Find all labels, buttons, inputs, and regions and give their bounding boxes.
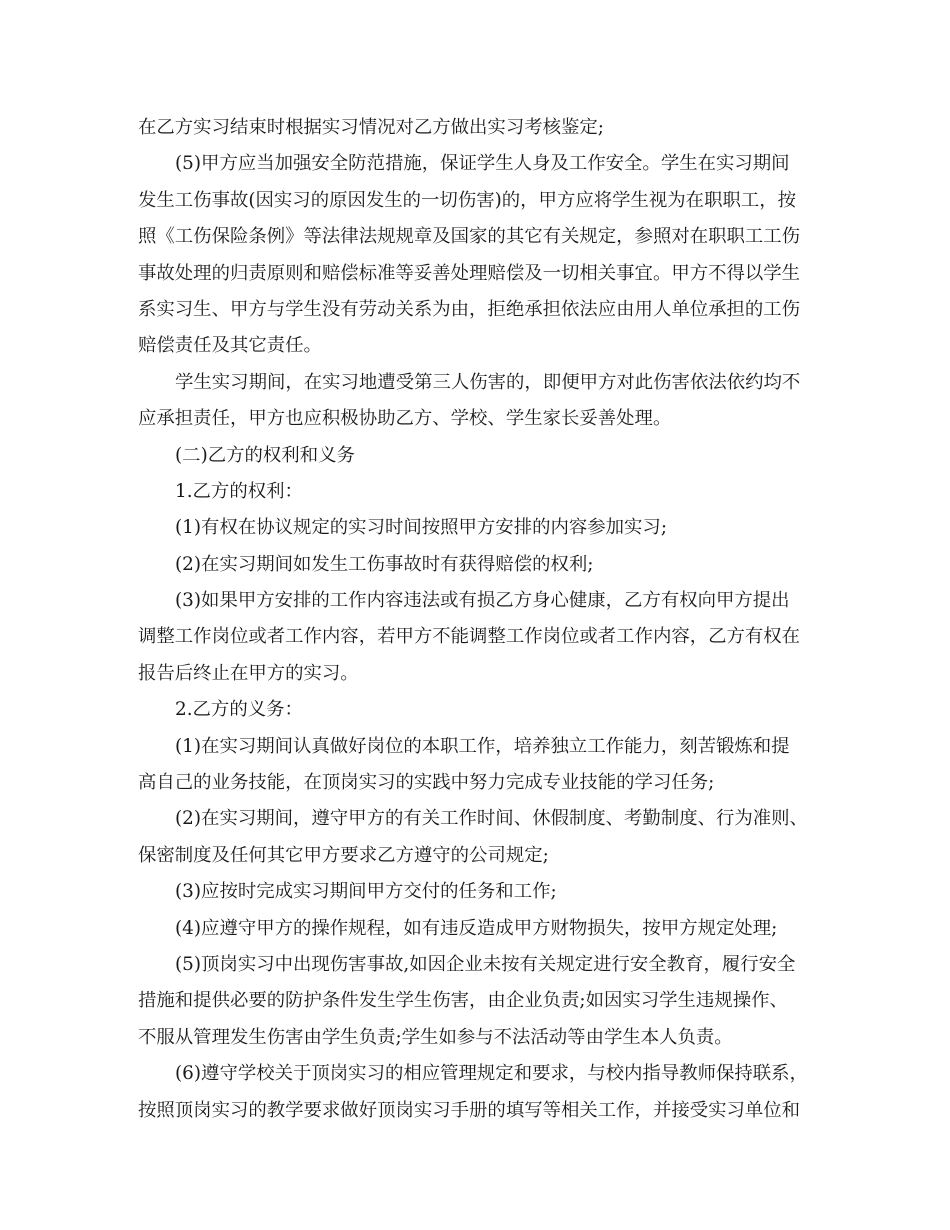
text-line: 不服从管理发生伤害由学生负责;学生如参与不法活动等由学生本人负责。 xyxy=(138,1026,733,1048)
text-line: (2)在实习期间，遵守甲方的有关工作时间、休假制度、考勤制度、行为准则、 xyxy=(175,808,808,830)
text-line: 发生工伤事故(因实习的原因发生的一切伤害)的，甲方应将学生视为在职职工，按 xyxy=(138,189,797,211)
text-line: 按照顶岗实习的教学要求做好顶岗实习手册的填写等相关工作，并接受实习单位和 xyxy=(138,1099,801,1121)
text-line: 在乙方实习结束时根据实习情况对乙方做出实习考核鉴定; xyxy=(138,117,604,138)
text-line: (3)应按时完成实习期间甲方交付的任务和工作; xyxy=(175,881,557,903)
text-line: (二)乙方的权利和义务 xyxy=(175,444,355,466)
text-line: 应承担责任，甲方也应积极协助乙方、学校、学生家长妥善处理。 xyxy=(138,408,672,430)
text-line: 赔偿责任及其它责任。 xyxy=(138,335,322,357)
text-line: 高自己的业务技能，在顶岗实习的实践中努力完成专业技能的学习任务; xyxy=(138,772,715,794)
text-line: 照《工伤保险条例》等法律法规规章及国家的其它有关规定，参照对在职职工工伤 xyxy=(138,226,801,248)
text-line: 系实习生、甲方与学生没有劳动关系为由，拒绝承担依法应由用人单位承担的工伤 xyxy=(138,298,801,320)
text-line: 措施和提供必要的防护条件发生学生伤害，由企业负责;如因实习学生违规操作、 xyxy=(138,990,788,1012)
text-line: (5)甲方应当加强安全防范措施，保证学生人身及工作安全。学生在实习期间 xyxy=(175,153,790,175)
text-line: (1)在实习期间认真做好岗位的本职工作，培养独立工作能力，刻苦锻炼和提 xyxy=(175,735,790,757)
text-line: (6)遵守学校关于顶岗实习的相应管理规定和要求，与校内指导教师保持联系， xyxy=(175,1063,808,1085)
text-line: 保密制度及任何其它甲方要求乙方遵守的公司规定; xyxy=(138,844,549,866)
text-line: 2.乙方的义务： xyxy=(175,699,303,721)
text-line: (5)顶岗实习中出现伤害事故,如因企业未按有关规定进行安全教育，履行安全 xyxy=(175,953,796,975)
text-line: (4)应遵守甲方的操作规程，如有违反造成甲方财物损失，按甲方规定处理; xyxy=(175,917,778,939)
text-line: 事故处理的归责原则和赔偿标准等妥善处理赔偿及一切相关事宜。甲方不得以学生 xyxy=(138,262,801,284)
text-line: 1.乙方的权利： xyxy=(175,480,303,502)
text-line: 报告后终止在甲方的实习。 xyxy=(138,662,359,684)
text-line: (3)如果甲方安排的工作内容违法或有损乙方身心健康，乙方有权向甲方提出 xyxy=(175,590,790,612)
text-line: 学生实习期间，在实习地遭受第三人伤害的，即便甲方对此伤害依法依约均不 xyxy=(175,371,801,393)
text-line: (1)有权在协议规定的实习时间按照甲方安排的内容参加实习; xyxy=(175,517,668,539)
text-line: (2)在实习期间如发生工伤事故时有获得赔偿的权利; xyxy=(175,553,594,575)
document-body xyxy=(138,110,814,1129)
text-line: 调整工作岗位或者工作内容，若甲方不能调整工作岗位或者工作内容，乙方有权在 xyxy=(138,626,801,648)
